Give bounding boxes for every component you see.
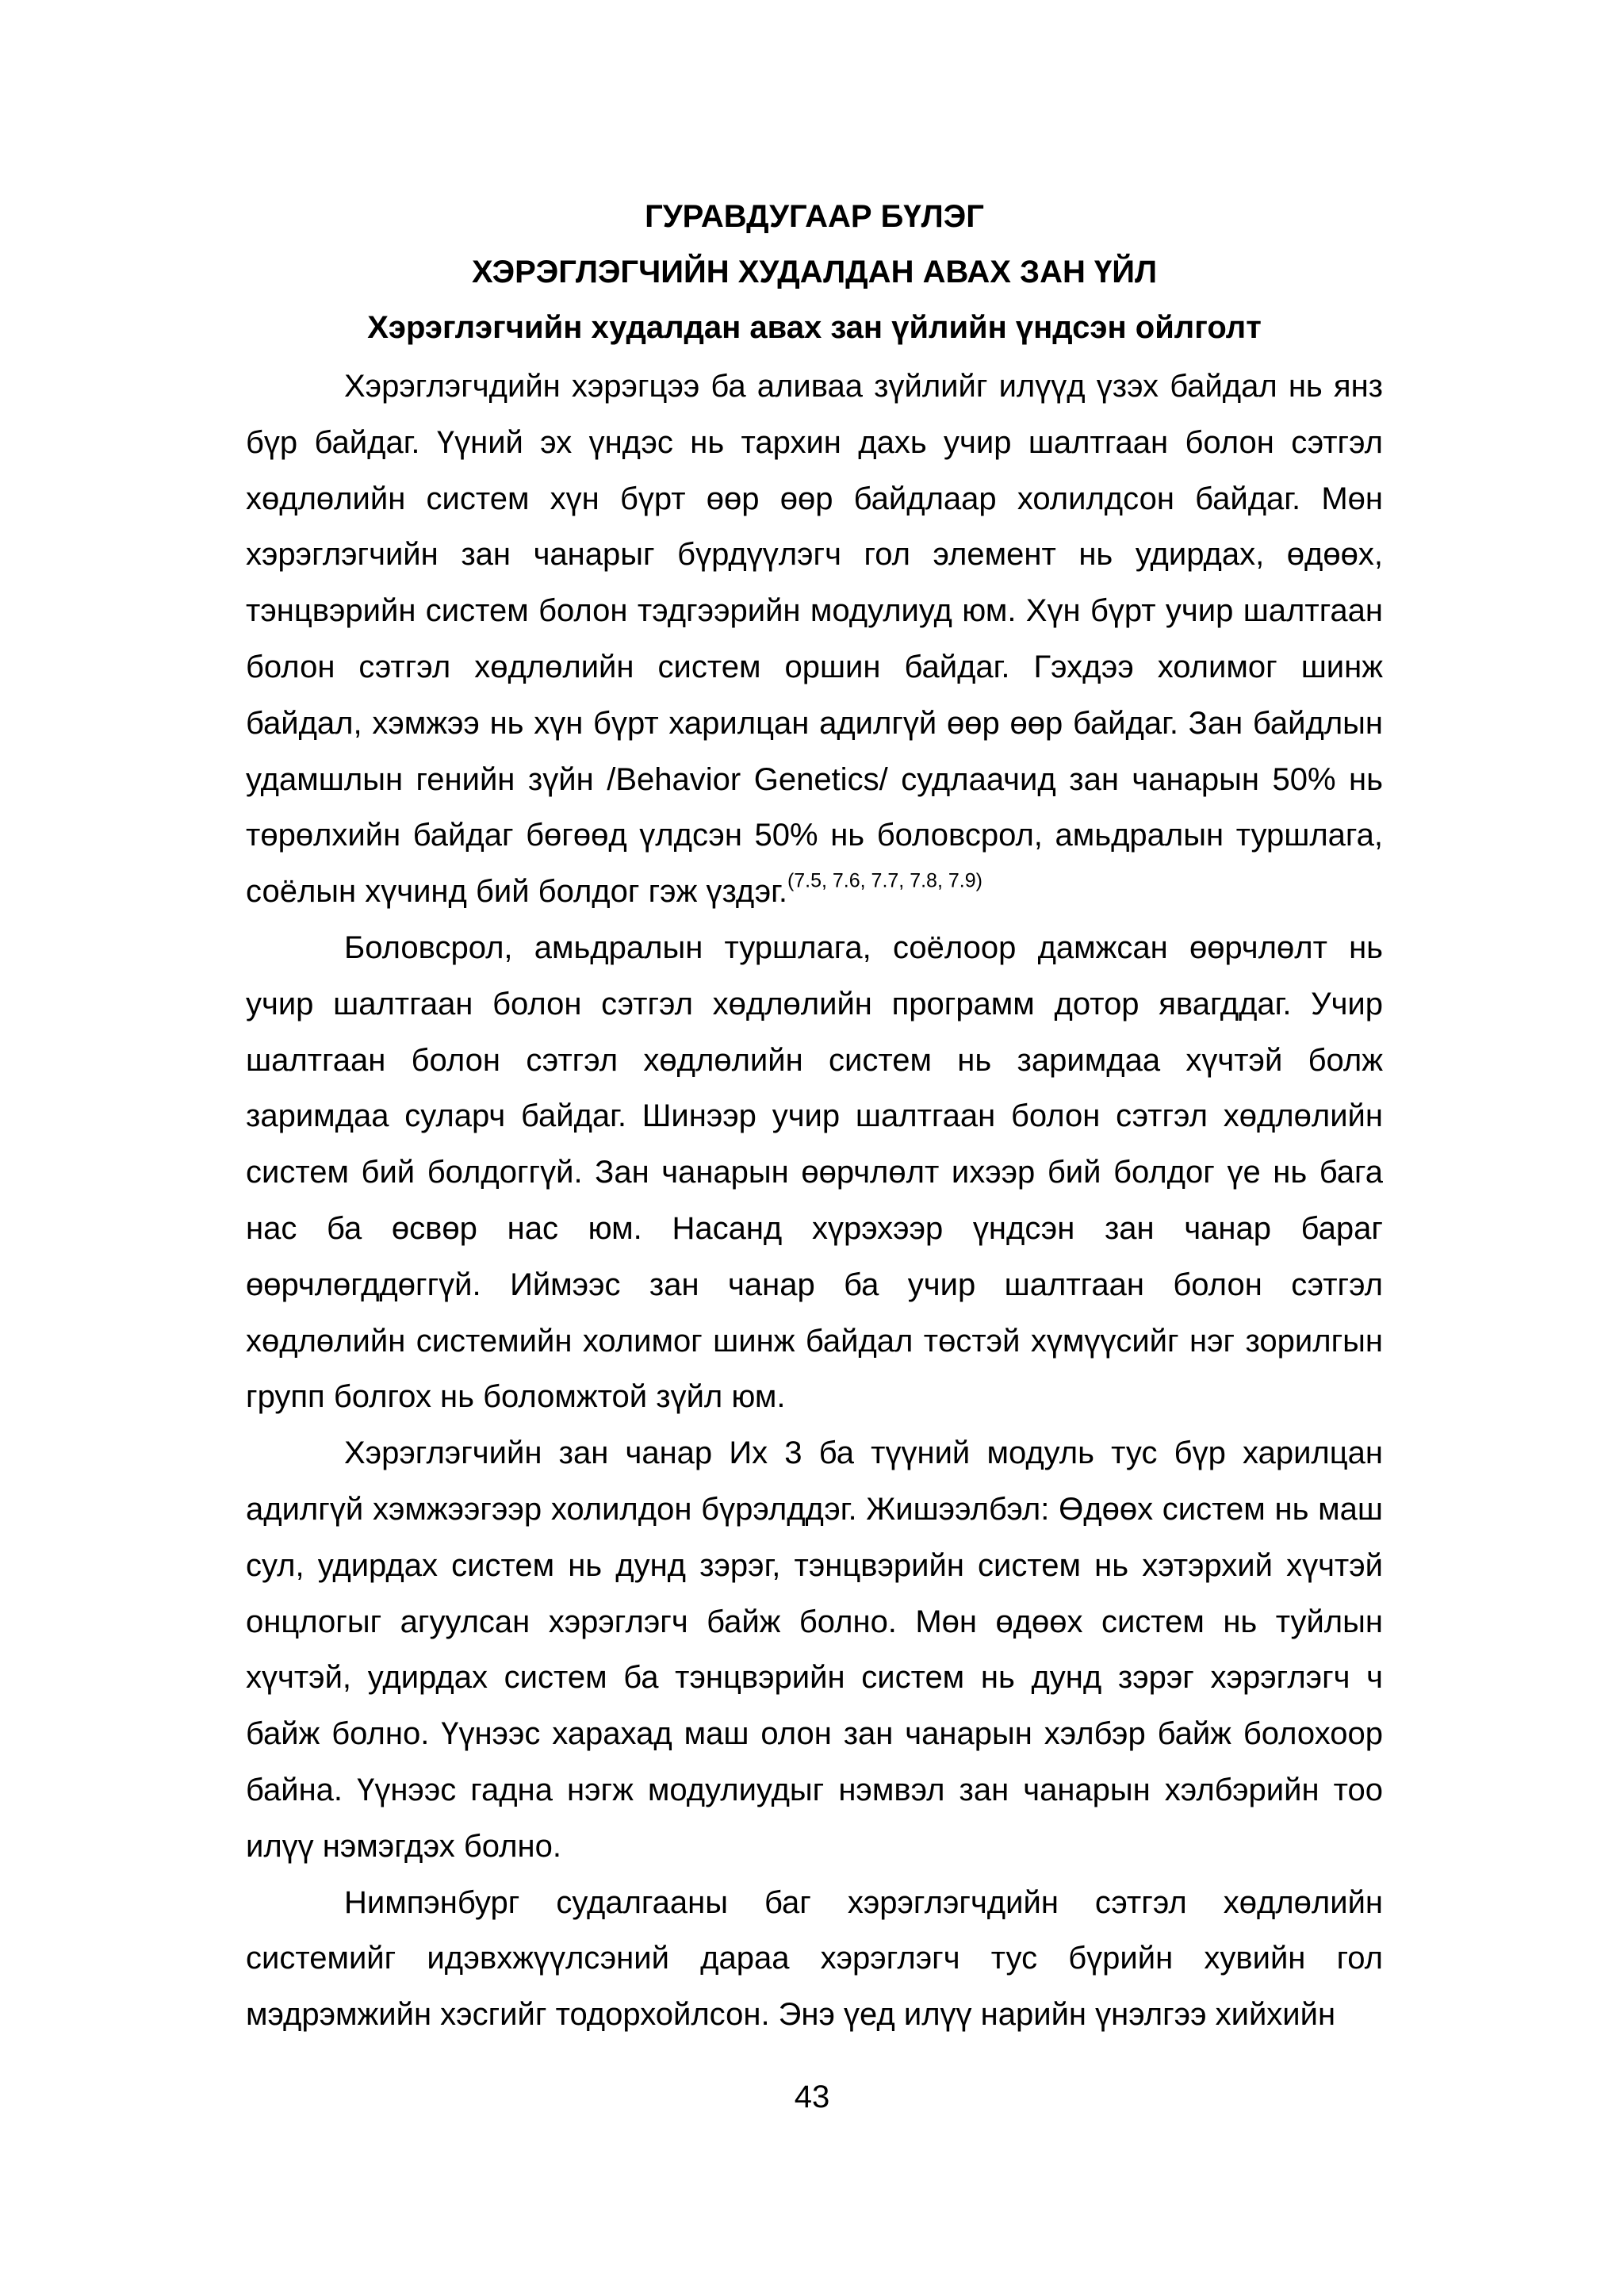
paragraph-3: Хэрэглэгчийн зан чанар Их 3 ба түүний модуль тус бүр харилцан адилгүй хэмжээгээр холилдон бүрэлддэг. Жишээлбэл: Өдөөх систем нь маш сул, удирдах систем нь дунд зэрэг, тэнцвэрийн систем нь хэтэрхий хүчтэй онцлогыг агуулсан хэрэглэгч байж болно. Мөн өдөөх систем нь туйлын хүчтэй, удирдах систем ба тэнцвэрийн систем нь дунд зэрэг хэрэглэгч ч байж болно. Үүнээс харахад маш олон зан чанарын хэлбэр байж болохоор байна. Үүнээс гадна нэгж модулиудыг нэмвэл зан чанарын хэлбэрийн тоо илүү нэмэгдэх болно. bbox=[246, 1435, 1383, 1864]
paragraph-1-text: Хэрэглэгчдийн хэрэгцээ ба аливаа зүйлийг илүүд үзэх байдал нь янз бүр байдаг. Үүний эх үндэс нь тархин дахь учир шалтгаан болон сэтгэл хөдлөлийн систем хүн бүрт өөр өөр байдлаар холилдсон байдаг. Мөн хэрэглэгчийн зан чанарыг бүрдүүлэгч гол элемент нь удирдах, өдөөх, тэнцвэрийн систем болон тэдгээрийн модулиуд юм. Хүн бүрт учир шалтгаан болон сэтгэл хөдлөлийн систем оршин байдаг. Гэхдээ холимог шинж байдал, хэмжээ нь хүн бүрт харилцан адилгүй өөр өөр байдаг. Зан байдлын удамшлын генийн зүйн /Behavior Genetics/ судлаачид зан чанарын 50% нь төрөлхийн байдаг бөгөөд үлдсэн 50% нь боловсрол, амьдралын туршлага, соёлын хүчинд бий болдог гэж үздэг. bbox=[246, 369, 1383, 910]
citation-superscript: (7.5, 7.6, 7.7, 7.8, 7.9) bbox=[787, 869, 982, 892]
page-number: 43 bbox=[794, 2079, 830, 2114]
chapter-label: ГУРАВДУГААР БҮЛЭГ bbox=[645, 199, 984, 234]
chapter-headings bbox=[246, 189, 1383, 355]
paragraph-4: Нимпэнбург судалгааны баг хэрэглэгчдийн сэтгэл хөдлөлийн системийг идэвхжүүлсэний дараа хэрэглэгч тус бүрийн хувийн гол мэдрэмжийн хэсгийг тодорхойлсон. Энэ үед илүү нарийн үнэлгээ хийхийн bbox=[246, 1884, 1383, 2033]
section-title: Хэрэглэгчийн худалдан авах зан үйлийн үндсэн ойлголт bbox=[367, 310, 1262, 345]
paragraph-1 bbox=[246, 358, 1383, 920]
chapter-title: ХЭРЭГЛЭГЧИЙН ХУДАЛДАН АВАХ ЗАН ҮЙЛ bbox=[471, 255, 1158, 289]
paragraph-2: Боловсрол, амьдралын туршлага, соёлоор дамжсан өөрчлөлт нь учир шалтгаан болон сэтгэл хөдлөлийн программ дотор явагддаг. Учир шалтгаан болон сэтгэл хөдлөлийн систем нь заримдаа хүчтэй болж заримдаа суларч байдаг. Шинээр учир шалтгаан болон сэтгэл хөдлөлийн систем бий болдоггүй. Зан чанарын өөрчлөлт ихээр бий болдог үе нь бага нас ба өсвөр нас юм. Насанд хүрэхээр үндсэн зан чанар бараг өөрчлөгддөггүй. Иймээс зан чанар ба учир шалтгаан болон сэтгэл хөдлөлийн системийн холимог шинж байдал төстэй хүмүүсийг нэг зорилгын групп болгох нь боломжтой зүйл юм. bbox=[246, 930, 1383, 1415]
body-text bbox=[246, 358, 1383, 2043]
